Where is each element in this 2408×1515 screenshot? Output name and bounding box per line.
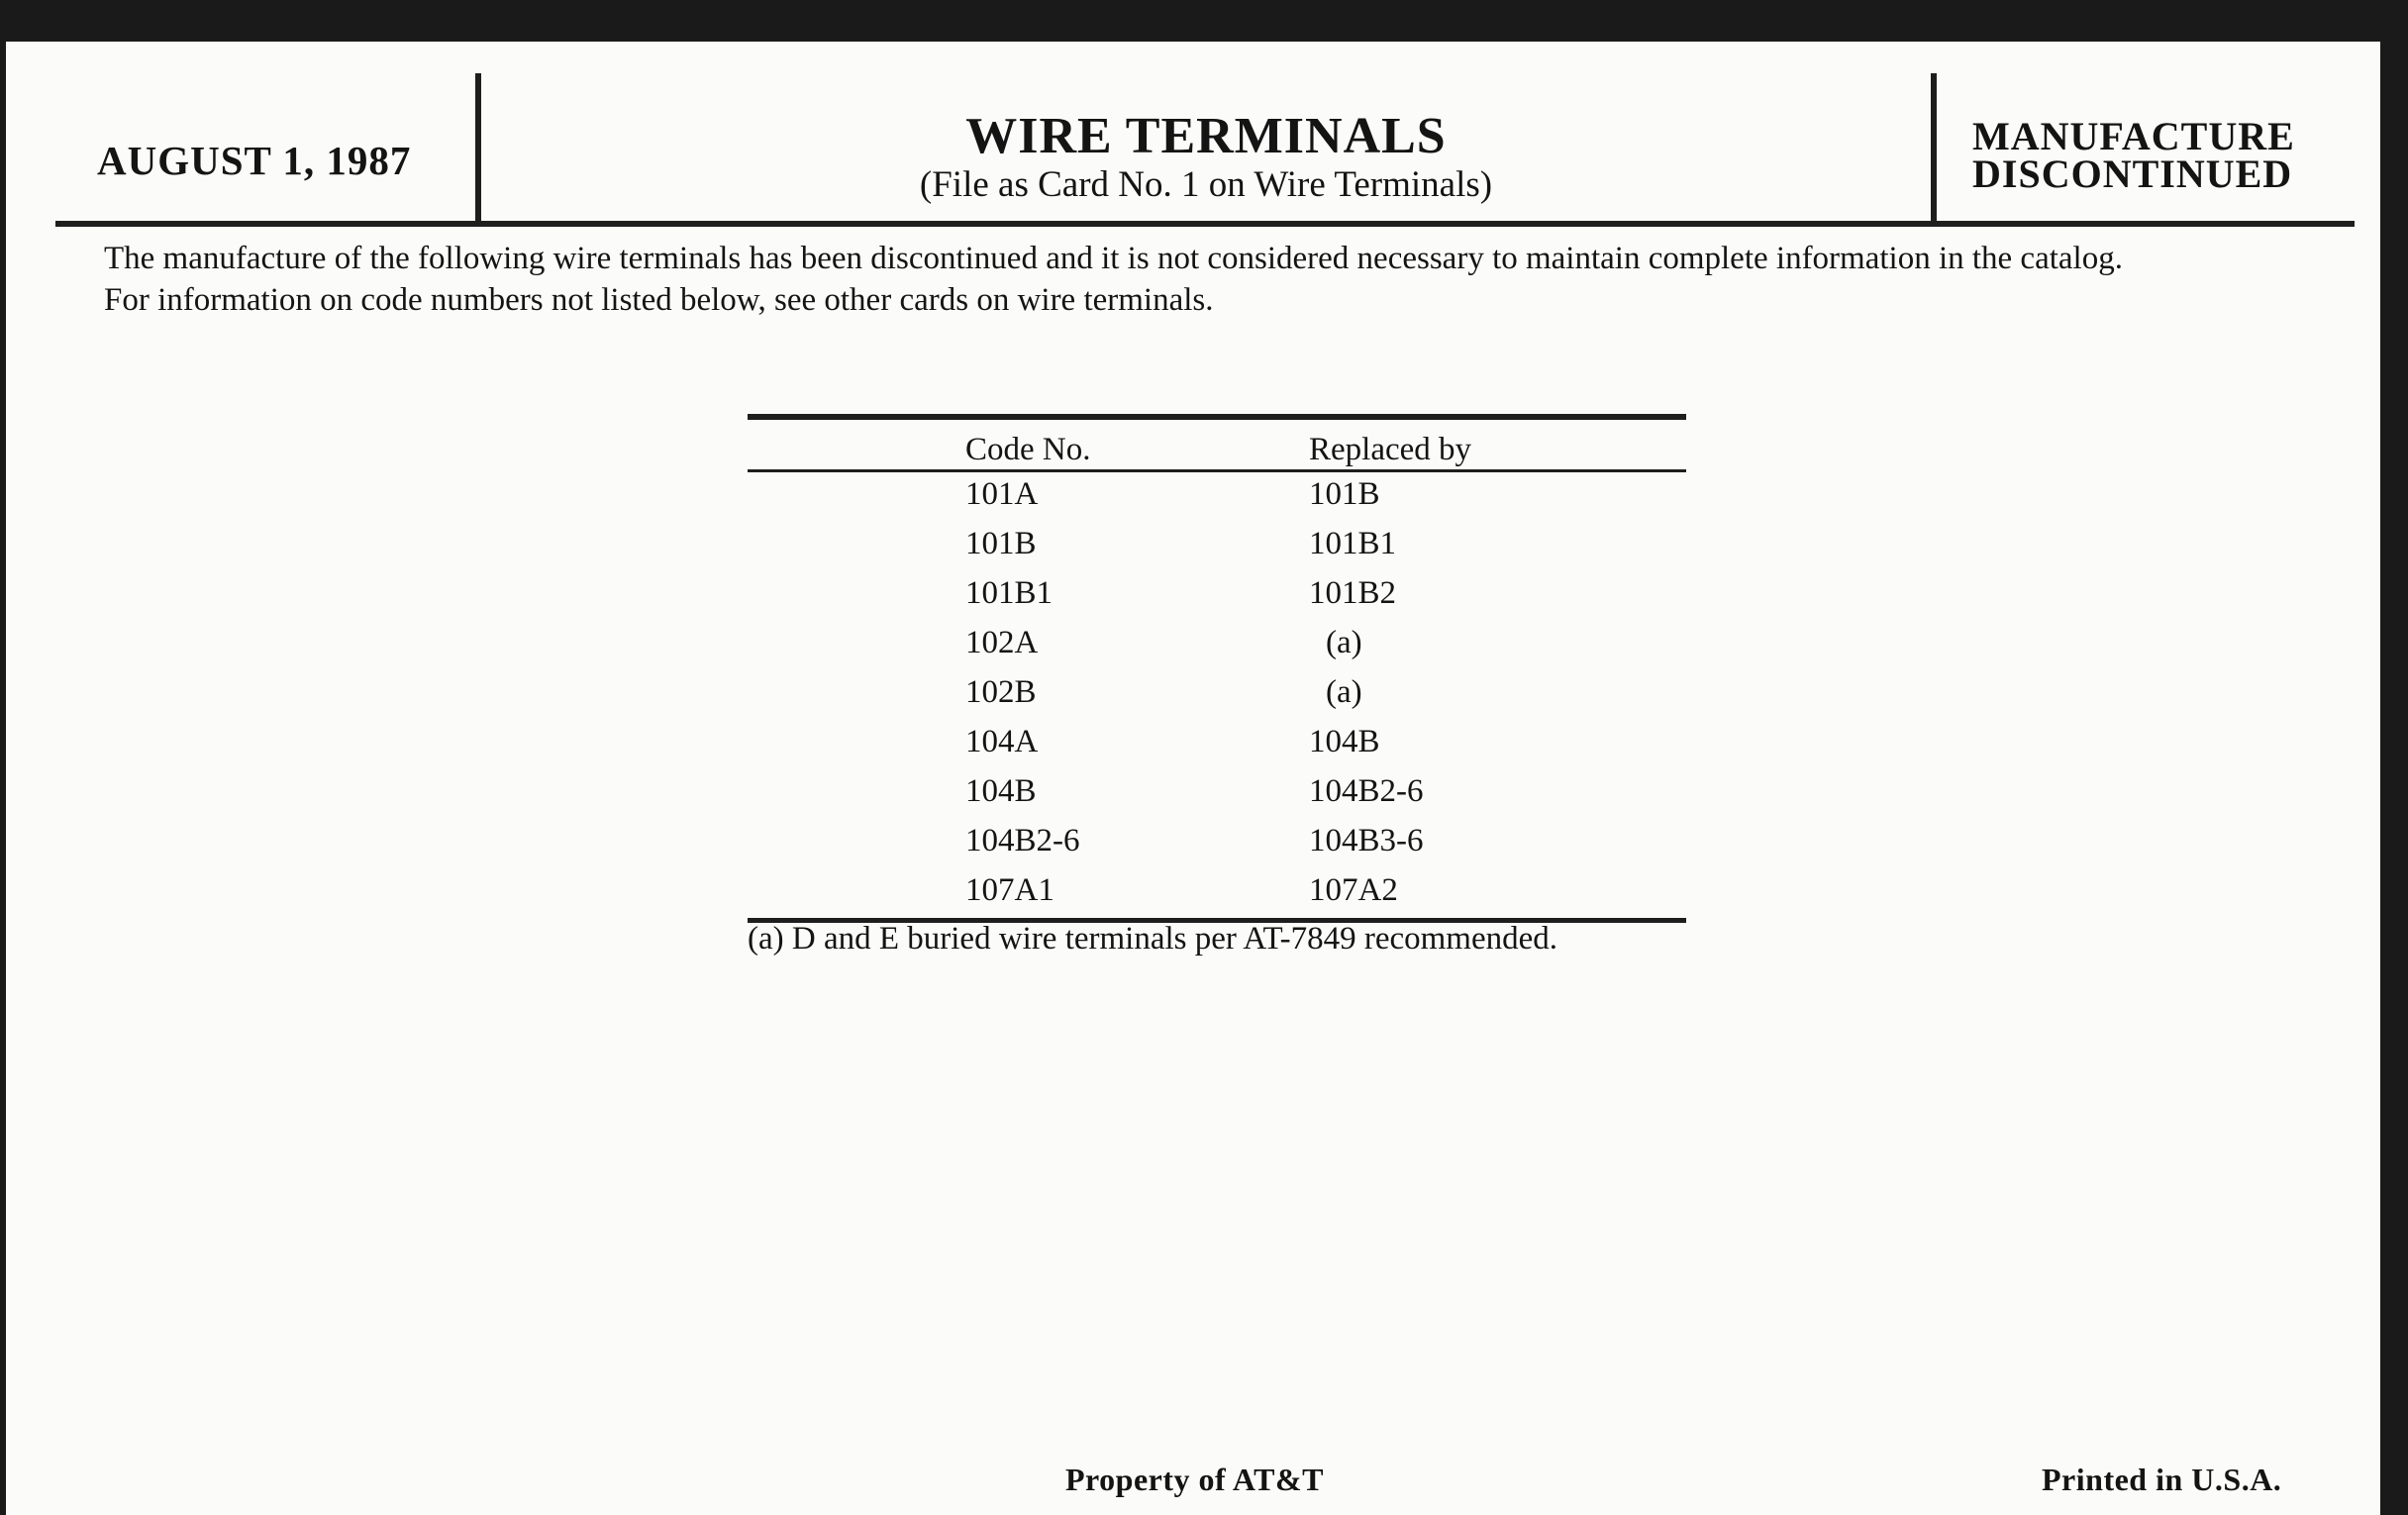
code-no-cell: 104B [965, 773, 1037, 809]
table-row [748, 522, 1686, 571]
intro-text [104, 238, 2322, 321]
replaced-by-cell: (a) [1326, 625, 1362, 660]
card-subtitle: (File as Card No. 1 on Wire Terminals) [919, 164, 1493, 205]
intro-paragraph-2: For information on code numbers not listed below, see other cards on wire terminals. [104, 282, 1214, 318]
table-row [748, 868, 1686, 918]
replaced-by-cell: 107A2 [1309, 872, 1398, 908]
footer-property: Property of AT&T [1065, 1462, 1324, 1497]
replaced-by-cell: 101B2 [1309, 575, 1397, 611]
replacement-table [748, 414, 1686, 923]
code-no-cell: 102A [965, 625, 1039, 660]
header-rule [55, 221, 2355, 227]
table-row [748, 720, 1686, 769]
code-no-cell: 101B1 [965, 575, 1054, 611]
replaced-by-cell: 104B3-6 [1309, 823, 1424, 858]
code-no-cell: 104A [965, 724, 1039, 759]
code-no-cell: 101A [965, 476, 1039, 512]
table-row [748, 670, 1686, 720]
header-replaced-by: Replaced by [1309, 432, 1472, 467]
card-status [1972, 114, 2295, 196]
table-row [748, 472, 1686, 522]
card-date: AUGUST 1, 1987 [97, 138, 412, 183]
intro-paragraph-1: The manufacture of the following wire terminals has been discontinued and it is not considered necessary to maintain complete information in the catalog. [104, 241, 2123, 276]
table-header [748, 420, 1686, 472]
table-row [748, 819, 1686, 868]
header-code-no: Code No. [965, 432, 1091, 467]
code-no-cell: 104B2-6 [965, 823, 1080, 858]
table-footnote: (a) D and E buried wire terminals per AT-7849 recommended. [748, 921, 1558, 957]
code-no-cell: 101B [965, 526, 1037, 561]
status-line-1: MANUFACTURE [1972, 114, 2295, 158]
status-line-2: DISCONTINUED [1972, 152, 2293, 196]
table-row [748, 621, 1686, 670]
scan-edge [2380, 0, 2408, 1515]
replaced-by-cell: 104B [1309, 724, 1380, 759]
replaced-by-cell: 101B1 [1309, 526, 1397, 561]
replaced-by-cell: (a) [1326, 674, 1362, 710]
footer-printed: Printed in U.S.A. [2042, 1462, 2282, 1497]
code-no-cell: 107A1 [965, 872, 1054, 908]
replaced-by-cell: 101B [1309, 476, 1380, 512]
table-body [748, 472, 1686, 918]
title-block [481, 108, 1931, 205]
table-row [748, 769, 1686, 819]
card-title: WIRE TERMINALS [965, 108, 1447, 164]
code-no-cell: 102B [965, 674, 1037, 710]
catalog-card [6, 42, 2380, 1515]
table-row [748, 571, 1686, 621]
header-divider-right [1931, 73, 1937, 224]
replaced-by-cell: 104B2-6 [1309, 773, 1424, 809]
